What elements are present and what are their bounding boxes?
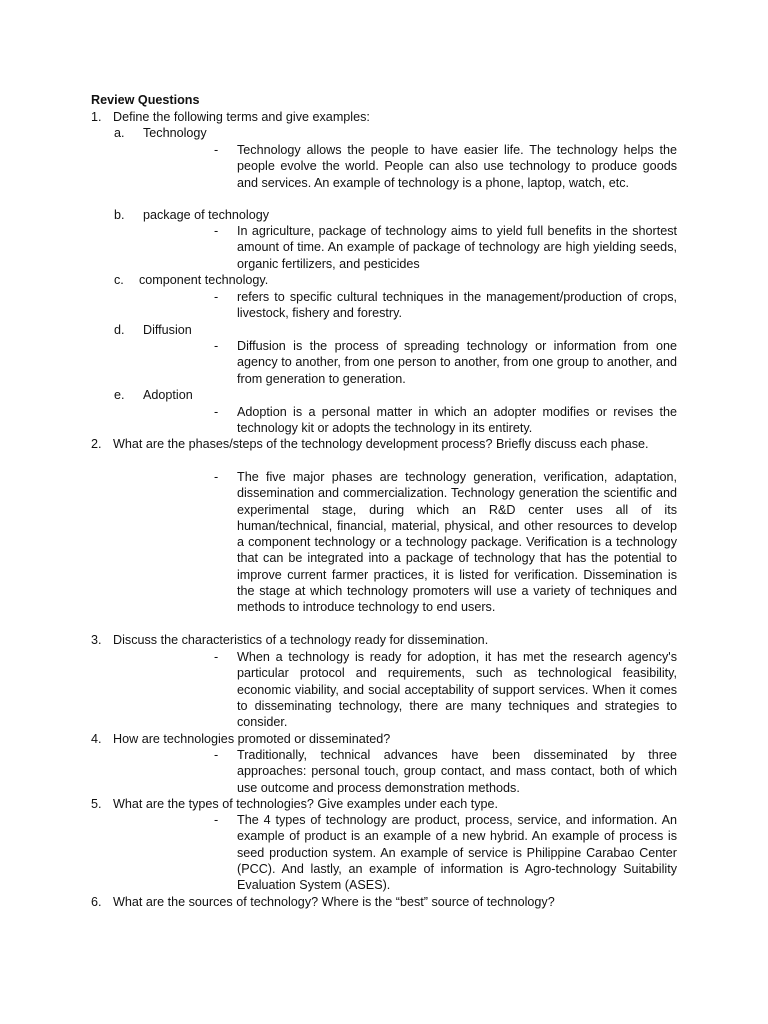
answer-dash: - [214,290,219,304]
answer-dash: - [214,650,219,664]
page-title: Review Questions [91,93,200,107]
answer-dash: - [214,748,219,762]
answer-dash: - [214,339,219,353]
question-number: 6. [91,895,102,909]
answer-dash: - [214,143,219,157]
term-label: package of technology [143,208,270,222]
answer-text: Technology allows the people to have easier life. The technology helps the people evolve the world. People can also use technology to produce goods and services. An example of technology is a phone, laptop, watch, etc. [237,143,677,190]
answer-text: The 4 types of technology are product, process, service, and information. An example of product is an example of a new hybrid. An example of process is seed production system. An example of service is Philippine Carabao Center (PCC). And lastly, an example of information is Agro-technology Suitability Evaluation System (ASES). [237,813,677,893]
term-letter: d. [114,323,125,337]
question-text: Discuss the characteristics of a technology ready for dissemination. [113,633,489,647]
answer-text: When a technology is ready for adoption, it has met the research agency's particular protocol and requirements, such as technological feasibility, economic viability, and social acceptability of support services. When it comes to disseminating technology, there are many techniques and strategies to consider. [237,650,677,730]
term-label: Technology [143,126,207,140]
question-text: What are the phases/steps of the technology development process? Briefly discuss each phase. [113,437,649,451]
term-letter: a. [114,126,125,140]
term-letter: b. [114,208,125,222]
question-text: Define the following terms and give examples: [113,110,370,124]
answer-dash: - [214,405,219,419]
question-text: How are technologies promoted or disseminated? [113,732,391,746]
question-number: 3. [91,633,102,647]
answer-text: refers to specific cultural techniques in the management/production of crops, livestock, fishery and forestry. [237,290,677,321]
question-number: 4. [91,732,102,746]
answer-dash: - [214,470,219,484]
answer-text: Traditionally, technical advances have been disseminated by three approaches: personal touch, group contact, and mass contact, both of which use outcome and process demonstration methods. [237,748,677,795]
question-text: What are the sources of technology? Where is the “best” source of technology? [113,895,555,909]
answer-text: In agriculture, package of technology aims to yield full benefits in the shortest amount of time. An example of package of technology are high yielding seeds, organic fertilizers, and pesticides [237,224,677,271]
term-label: Diffusion [143,323,192,337]
term-label: Adoption [143,388,193,402]
question-number: 5. [91,797,102,811]
answer-text: The five major phases are technology generation, verification, adaptation, dissemination and commercialization. Technology generation the scientific and experimental stage, during which an R&D center uses all of its human/technical, financial, material, physical, and other resources to develop a component technology or a technology package. Verification is a technology that can be integrated into a package of technology that has the potential to improve current farmer practices, it is listed for verification. Dissemination is the stage at which technology promoters will use a variety of techniques and methods to introduce technology to end users. [237,470,677,615]
term-letter: c. [114,273,124,287]
question-number: 1. [91,110,102,124]
question-text: What are the types of technologies? Give examples under each type. [113,797,499,811]
term-label: component technology. [139,273,269,287]
answer-dash: - [214,224,219,238]
question-number: 2. [91,437,102,451]
term-letter: e. [114,388,125,402]
answer-text: Diffusion is the process of spreading technology or information from one agency to another, from one person to another, from one group to another, and from generation to generation. [237,339,677,386]
answer-text: Adoption is a personal matter in which an adopter modifies or revises the technology kit or adopts the technology in its entirety. [237,405,677,436]
answer-dash: - [214,813,219,827]
